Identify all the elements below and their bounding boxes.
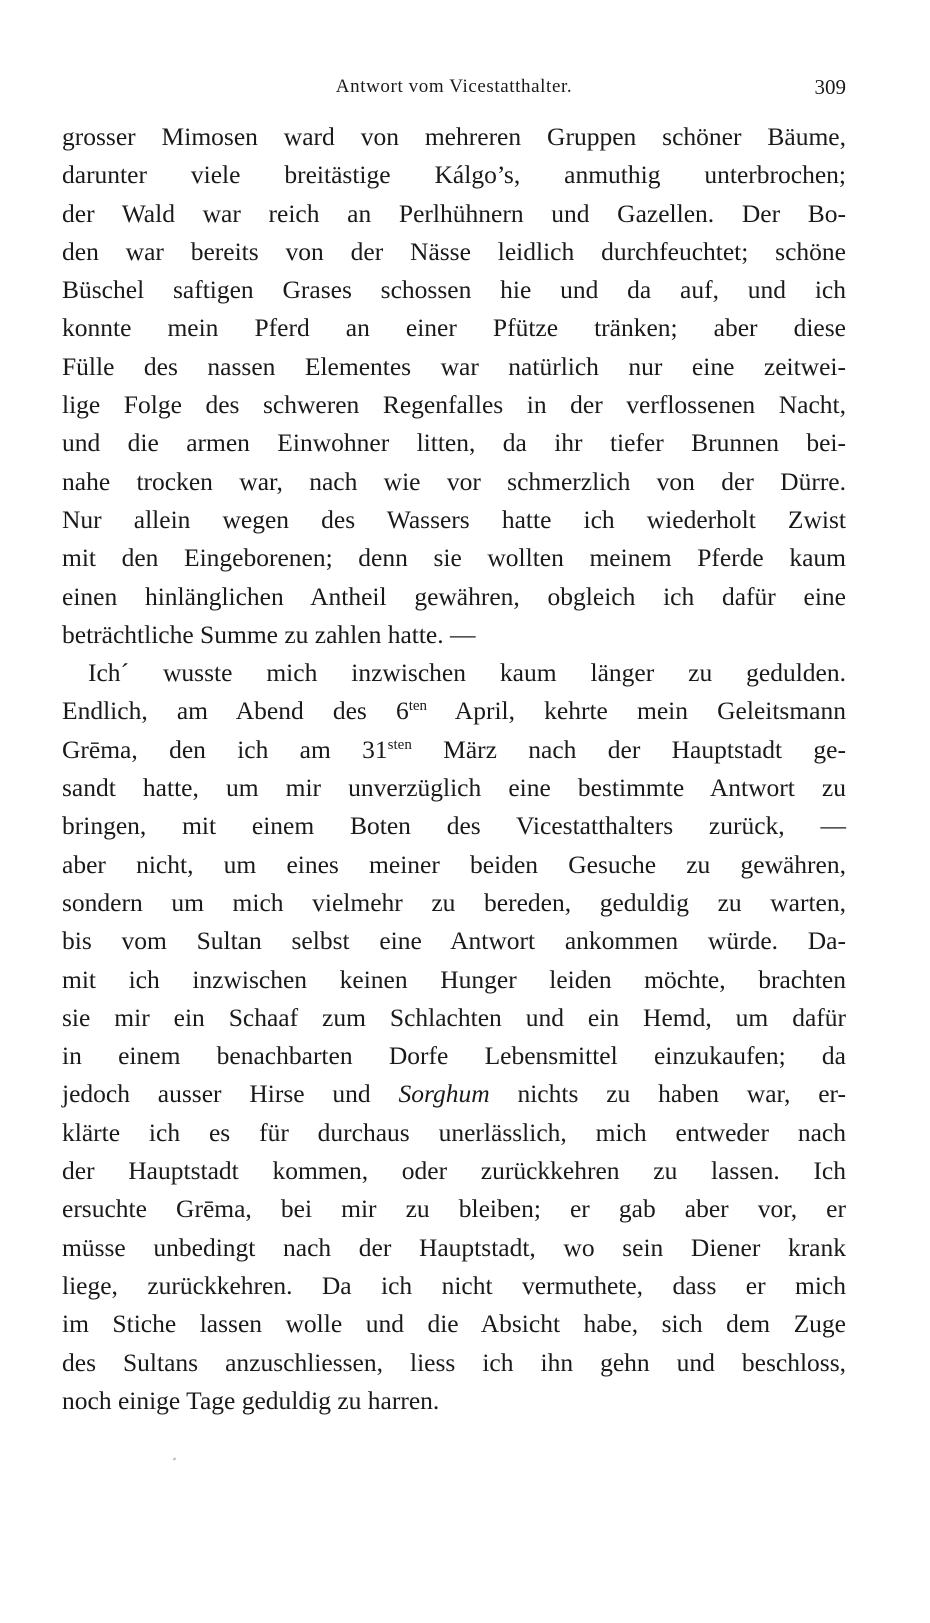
text-line: liege, zurückkehren. Da ich nicht vermuthete, dass er mich <box>62 1270 846 1300</box>
text-line: Fülle des nassen Elementes war natürlich nur eine zeitwei- <box>62 351 846 381</box>
text-line-with-superscript <box>62 731 846 769</box>
paragraph-first-line: Ich´ wusste mich inzwischen kaum länger zu gedulden. <box>88 658 846 688</box>
italic-term: Sorghum <box>398 1079 490 1109</box>
text-line: ersuchte Grēma, bei mir zu bleiben; er gab aber vor, er <box>62 1194 846 1224</box>
text-line: des Sultans anzuschliessen, liess ich ihn gehn und beschloss, <box>62 1347 846 1377</box>
text-line: müsse unbedingt nach der Hauptstadt, wo sein Diener krank <box>62 1232 846 1262</box>
running-head <box>62 72 846 102</box>
text-line: lige Folge des schweren Regenfalles in der verflossenen Nacht, <box>62 390 846 420</box>
running-title: Antwort vom Vicestatthalter. <box>335 76 573 97</box>
text-line: bringen, mit einem Boten des Vicestatthalters zurück, — <box>62 811 846 841</box>
text-line: klärte ich es für durchaus unerlässlich, mich entweder nach <box>62 1117 846 1147</box>
text-line-with-superscript <box>62 692 846 730</box>
text-segment: Grēma, den ich am 31 <box>62 734 388 764</box>
text-line: in einem benachbarten Dorfe Lebensmittel einzukaufen; da <box>62 1041 846 1071</box>
text-line: aber nicht, um eines meiner beiden Gesuche zu gewähren, <box>62 849 846 879</box>
text-line: sandt hatte, um mir unverzüglich eine bestimmte Antwort zu <box>62 773 846 803</box>
text-line: grosser Mimosen ward von mehreren Gruppen schöner Bäume, <box>62 122 846 151</box>
text-line: konnte mein Pferd an einer Pfütze tränken; aber diese <box>62 313 846 343</box>
text-line: den war bereits von der Nässe leidlich durchfeuchtet; schöne <box>62 236 846 266</box>
text-segment: nichts zu haben war, er- <box>489 1079 846 1109</box>
text-line: der Hauptstadt kommen, oder zurückkehren zu lassen. Ich <box>62 1156 846 1186</box>
text-line-with-italic <box>62 1075 846 1113</box>
text-segment: März nach der Hauptstadt ge- <box>411 734 846 764</box>
text-line: beträchtliche Summe zu zahlen hatte. — <box>62 619 476 649</box>
text-line: nahe trocken war, nach wie vor schmerzlich von der Dürre. <box>62 466 846 496</box>
text-line: mit den Eingeborenen; denn sie wollten meinem Pferde kaum <box>62 543 846 573</box>
text-line: sondern um mich vielmehr zu bereden, geduldig zu warten, <box>62 887 846 917</box>
text-line: und die armen Einwohner litten, da ihr tiefer Brunnen bei- <box>62 428 846 458</box>
text-line: darunter viele breitästige Kálgo’s, anmuthig unterbrochen; <box>62 160 846 190</box>
text-line: Büschel saftigen Grases schossen hie und da auf, und ich <box>62 275 846 305</box>
text-line: der Wald war reich an Perlhühnern und Gazellen. Der Bo- <box>62 198 846 228</box>
superscript: ten <box>408 698 428 715</box>
text-line: Nur allein wegen des Wassers hatte ich wiederholt Zwist <box>62 504 846 534</box>
paper-speck <box>173 1457 177 1460</box>
text-line: sie mir ein Schaaf zum Schlachten und ein Hemd, um dafür <box>62 1002 846 1032</box>
text-line: bis vom Sultan selbst eine Antwort ankommen würde. Da- <box>62 926 846 956</box>
text-segment: Endlich, am Abend des 6 <box>62 696 409 726</box>
page-number: 309 <box>814 75 846 99</box>
text-segment: jedoch ausser Hirse und <box>62 1079 399 1109</box>
text-segment: April, kehrte mein Geleitsmann <box>427 696 847 726</box>
text-line: mit ich inzwischen keinen Hunger leiden möchte, brachten <box>62 964 846 994</box>
superscript: sten <box>387 736 412 753</box>
text-line: einen hinlänglichen Antheil gewähren, obgleich ich dafür eine <box>62 581 846 611</box>
text-line: im Stiche lassen wolle und die Absicht habe, sich dem Zuge <box>62 1309 846 1339</box>
body-text <box>62 118 846 1420</box>
text-line: noch einige Tage geduldig zu harren. <box>62 1385 440 1415</box>
